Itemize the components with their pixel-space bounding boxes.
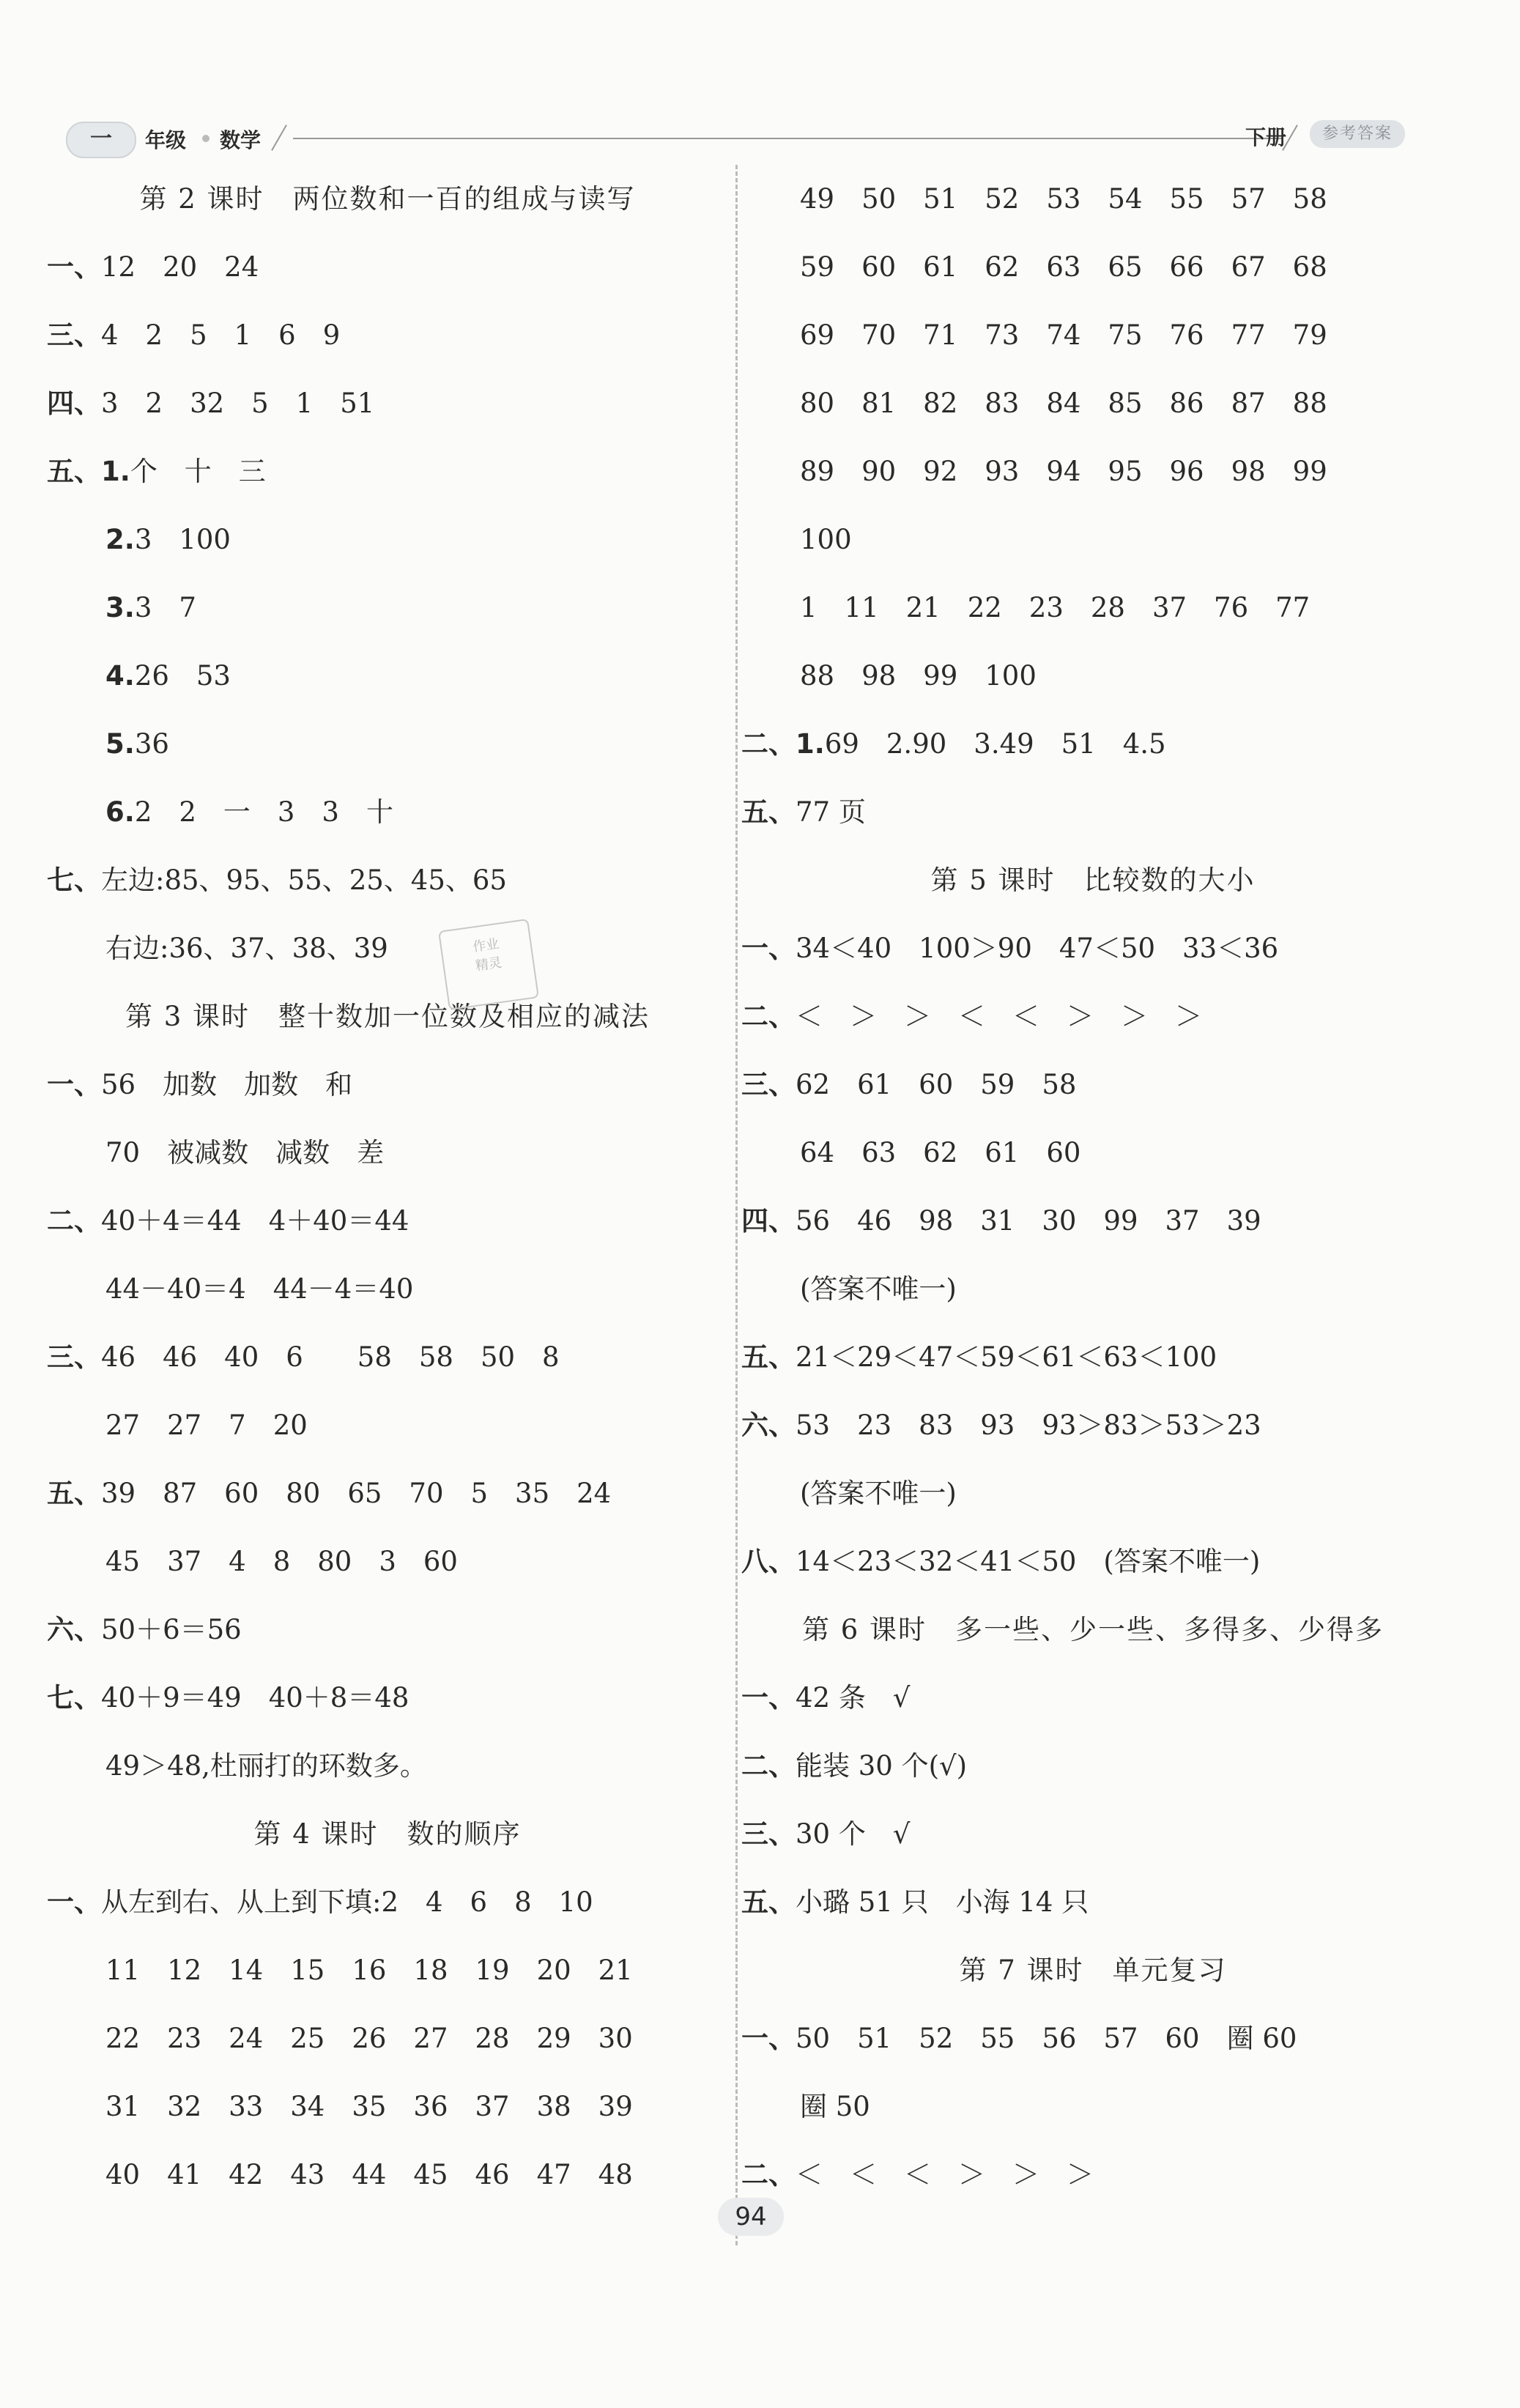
answer-line	[47, 1187, 728, 1255]
answer-line	[47, 1255, 728, 1323]
question-number: 四、	[47, 388, 101, 419]
answer-text: 1 11 21 22 23 28 37 76 77	[800, 592, 1310, 623]
answer-text: 4 2 5 1 6 9	[101, 319, 341, 351]
lesson-title	[741, 1596, 1445, 1664]
question-number: 5.	[105, 728, 135, 760]
question-number: 七、	[47, 864, 101, 896]
question-number: 八、	[741, 1546, 796, 1577]
answer-text: 2 2 一 3 3 十	[134, 796, 393, 828]
answer-line	[741, 2004, 1445, 2072]
question-number: 三、	[741, 1069, 796, 1100]
question-number: 三、	[47, 1341, 101, 1373]
answer-text: 小璐 51 只 小海 14 只	[796, 1886, 1089, 1918]
answer-text: 53 23 83 93 93＞83＞53＞23	[796, 1409, 1261, 1441]
answer-text: 50 51 52 55 56 57 60 圈 60	[796, 2023, 1297, 2054]
answer-text: 88 98 99 100	[800, 660, 1037, 692]
question-number: 一、	[741, 2023, 796, 2054]
answer-text: 左边:85、95、55、25、45、65	[101, 864, 507, 896]
question-number: 五、	[741, 796, 796, 828]
answer-text: 69 2.90 3.49 51 4.5	[824, 728, 1166, 760]
answer-text: 70 被减数 减数 差	[105, 1137, 385, 1168]
answer-text: 圈 50	[800, 2091, 870, 2122]
answer-line	[741, 710, 1445, 778]
answer-line	[47, 2141, 728, 2209]
answer-text: 40＋9＝49 40＋8＝48	[101, 1682, 409, 1714]
answer-line	[741, 2141, 1445, 2209]
answer-line	[47, 1323, 728, 1391]
question-number: 二、	[741, 2159, 796, 2190]
answer-line	[741, 437, 1445, 505]
volume-label: 下册	[1245, 125, 1287, 149]
answer-text: 34＜40 100＞90 47＜50 33＜36	[796, 933, 1279, 964]
answer-text: 3 2 32 5 1 51	[101, 388, 375, 419]
answer-tag: 参考答案	[1310, 120, 1405, 148]
answer-line	[741, 1800, 1445, 1868]
answer-line	[47, 846, 728, 914]
answer-line	[47, 233, 728, 301]
answer-text: 3 100	[134, 524, 231, 555]
watermark-stamp: 作业 精灵	[438, 919, 539, 1010]
answer-text: 77 页	[796, 796, 866, 828]
answer-text: 22 23 24 25 26 27 28 29 30	[105, 2023, 633, 2054]
grade-label: 年级	[145, 128, 187, 152]
answer-text: 89 90 92 93 94 95 96 98 99	[800, 456, 1327, 487]
lesson-title	[47, 1800, 728, 1868]
question-number: 五、1.	[47, 456, 130, 487]
answer-line	[47, 710, 728, 778]
answer-text: 11 12 14 15 16 18 19 20 21	[105, 1955, 633, 1986]
answer-text: 30 个 √	[796, 1818, 911, 1850]
answer-line	[47, 1459, 728, 1527]
answer-line	[741, 1119, 1445, 1187]
answer-line	[741, 2072, 1445, 2141]
lesson-title-text: 第 3 课时 整十数加一位数及相应的减法	[125, 1001, 650, 1032]
answer-line	[47, 1527, 728, 1596]
answer-line	[741, 1187, 1445, 1255]
answer-text: 62 61 60 59 58	[796, 1069, 1077, 1100]
lesson-title	[47, 165, 728, 233]
lesson-title	[741, 846, 1445, 914]
question-number: 三、	[47, 319, 101, 351]
answer-line	[741, 1664, 1445, 1732]
question-number: 二、	[741, 1750, 796, 1782]
answer-text: 50＋6＝56	[101, 1614, 242, 1645]
answer-line	[741, 1391, 1445, 1459]
answer-line	[741, 1732, 1445, 1800]
lesson-title-text: 第 5 课时 比较数的大小	[930, 864, 1256, 896]
answer-line	[741, 301, 1445, 369]
right-column	[741, 165, 1445, 2209]
page-number: 94	[718, 2198, 784, 2236]
answer-line	[47, 1596, 728, 1664]
answer-line	[47, 369, 728, 437]
question-number: 三、	[741, 1818, 796, 1850]
answer-text: 44－40＝4 44－4＝40	[105, 1273, 414, 1305]
answer-text: 21＜29＜47＜59＜61＜63＜100	[796, 1341, 1217, 1373]
answer-line	[47, 1732, 728, 1800]
question-number: 七、	[47, 1682, 101, 1714]
answer-line	[47, 1391, 728, 1459]
answer-text: 56 46 98 31 30 99 37 39	[796, 1205, 1261, 1237]
answer-line	[47, 1051, 728, 1119]
question-number: 四、	[741, 1205, 796, 1237]
answer-line	[741, 369, 1445, 437]
answer-text: 64 63 62 61 60	[800, 1137, 1081, 1168]
question-number: 五、	[741, 1341, 796, 1373]
answer-text: 27 27 7 20	[105, 1409, 308, 1441]
answer-line	[47, 642, 728, 710]
answer-text: 12 20 24	[101, 251, 259, 283]
answer-text: 40 41 42 43 44 45 46 47 48	[105, 2159, 633, 2190]
answer-line	[741, 1255, 1445, 1323]
question-number: 4.	[105, 660, 135, 692]
answer-line	[47, 574, 728, 642]
question-number: 3.	[105, 592, 135, 623]
lesson-title-text: 第 7 课时 单元复习	[959, 1955, 1227, 1986]
answer-text: 49 50 51 52 53 54 55 57 58	[800, 183, 1327, 215]
question-number: 二、1.	[741, 728, 825, 760]
answer-text: 56 加数 加数 和	[101, 1069, 353, 1100]
answer-text: 右边:36、37、38、39	[105, 933, 388, 964]
question-number: 一、	[741, 933, 796, 964]
answer-text: ＜ ＞ ＞ ＜ ＜ ＞ ＞ ＞	[796, 1001, 1202, 1032]
grade-badge: 一	[66, 122, 136, 158]
answer-text: (答案不唯一)	[800, 1273, 957, 1305]
answer-text: 39 87 60 80 65 70 5 35 24	[101, 1478, 612, 1509]
lesson-title-text: 第 2 课时 两位数和一百的组成与读写	[139, 183, 636, 215]
answer-text: 26 53	[134, 660, 231, 692]
answer-text: 49＞48,杜丽打的环数多。	[105, 1750, 427, 1782]
question-number: 一、	[47, 251, 101, 283]
question-number: 2.	[105, 524, 135, 555]
answer-text: 59 60 61 62 63 65 66 67 68	[800, 251, 1327, 283]
answer-line	[47, 914, 728, 982]
dot-separator	[202, 135, 210, 142]
answer-line	[741, 778, 1445, 846]
answer-line	[741, 574, 1445, 642]
answer-line	[47, 2072, 728, 2141]
question-number: 一、	[47, 1069, 101, 1100]
answer-text: 46 46 40 6 58 58 50 8	[101, 1341, 560, 1373]
question-number: 五、	[47, 1478, 101, 1509]
answer-line	[741, 165, 1445, 233]
answer-line	[47, 1664, 728, 1732]
answer-text: 69 70 71 73 74 75 76 77 79	[800, 319, 1327, 351]
answer-text: 45 37 4 8 80 3 60	[105, 1546, 458, 1577]
answer-line	[741, 914, 1445, 982]
answer-line	[741, 1051, 1445, 1119]
answer-line	[741, 505, 1445, 574]
answer-line	[47, 301, 728, 369]
header-slash	[271, 125, 287, 151]
lesson-title	[741, 1936, 1445, 2004]
answer-line	[47, 437, 728, 505]
answer-text: 个 十 三	[130, 456, 266, 487]
question-number: 六、	[741, 1409, 796, 1441]
lesson-title	[47, 982, 728, 1051]
answer-line	[741, 1527, 1445, 1596]
answer-text: 40＋4＝44 4＋40＝44	[101, 1205, 409, 1237]
answer-line	[741, 642, 1445, 710]
header-rule	[293, 138, 1282, 139]
answer-line	[47, 778, 728, 846]
lesson-title-text: 第 4 课时 数的顺序	[253, 1818, 522, 1850]
left-column	[47, 165, 728, 2209]
answer-line	[47, 1868, 728, 1936]
answer-text: 31 32 33 34 35 36 37 38 39	[105, 2091, 633, 2122]
answer-line	[741, 1868, 1445, 1936]
answer-text: 42 条 √	[796, 1682, 911, 1714]
answer-line	[47, 505, 728, 574]
answer-text: 36	[134, 728, 169, 760]
question-number: 6.	[105, 796, 135, 828]
question-number: 一、	[47, 1886, 101, 1918]
answer-text: 100	[800, 524, 852, 555]
column-divider	[735, 165, 738, 2245]
question-number: 一、	[741, 1682, 796, 1714]
question-number: 六、	[47, 1614, 101, 1645]
subject-label: 数学	[220, 128, 262, 152]
answer-line	[741, 233, 1445, 301]
question-number: 二、	[741, 1001, 796, 1032]
answer-line	[741, 1323, 1445, 1391]
answer-text: 从左到右、从上到下填:2 4 6 8 10	[101, 1886, 593, 1918]
answer-line	[47, 2004, 728, 2072]
answer-text: ＜ ＜ ＜ ＞ ＞ ＞	[796, 2159, 1094, 2190]
page-header	[59, 117, 1436, 168]
answer-text: (答案不唯一)	[800, 1478, 957, 1509]
answer-text: 3 7	[134, 592, 196, 623]
answer-text: 能装 30 个(√)	[796, 1750, 968, 1782]
answer-line	[47, 1119, 728, 1187]
answer-text: 80 81 82 83 84 85 86 87 88	[800, 388, 1327, 419]
answer-text: 14＜23＜32＜41＜50 (答案不唯一)	[796, 1546, 1261, 1577]
answer-line	[47, 1936, 728, 2004]
question-number: 五、	[741, 1886, 796, 1918]
lesson-title-text: 第 6 课时 多一些、少一些、多得多、少得多	[801, 1614, 1384, 1645]
answer-line	[741, 1459, 1445, 1527]
answer-line	[741, 982, 1445, 1051]
question-number: 二、	[47, 1205, 101, 1237]
